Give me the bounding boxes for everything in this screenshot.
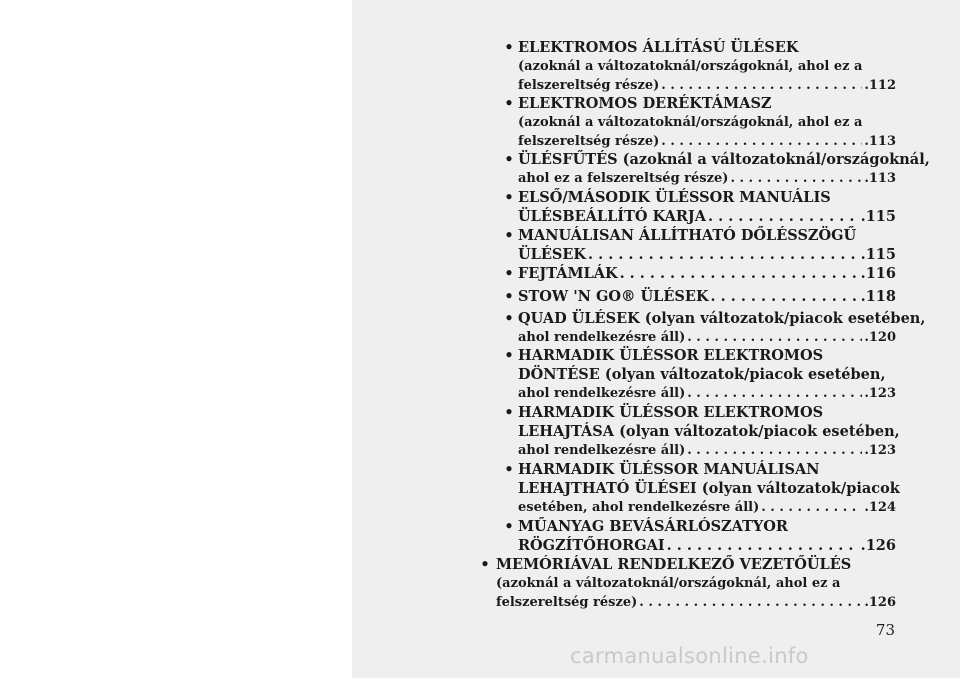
toc-entry-line-last bbox=[496, 593, 896, 612]
toc-entry-text: ÜLÉSFŰTÉS (azoknál a változatoknál/országoknál, bbox=[518, 151, 930, 168]
toc-entry-text: ELEKTROMOS ÁLLÍTÁSÚ ÜLÉSEK bbox=[518, 39, 799, 56]
toc-entry-text: esetében, ahol rendelkezésre áll) bbox=[518, 500, 760, 515]
dot-leader bbox=[639, 593, 862, 612]
toc-entry-line bbox=[496, 555, 851, 574]
toc-entry-line bbox=[518, 57, 862, 76]
dot-leader bbox=[708, 207, 859, 226]
toc-page-ref: .115 bbox=[860, 246, 896, 263]
toc-page-ref: .126 bbox=[860, 537, 896, 554]
dot-leader bbox=[661, 132, 862, 151]
dot-leader bbox=[620, 264, 859, 283]
toc-page-ref: .118 bbox=[860, 288, 896, 305]
toc-entry-text: ahol rendelkezésre áll) bbox=[518, 386, 686, 401]
watermark-text: carmanualsonline.info bbox=[570, 644, 809, 668]
toc-page-ref: .115 bbox=[860, 208, 896, 225]
bullet-icon: • bbox=[504, 151, 514, 168]
toc-page-ref: .126 bbox=[864, 595, 896, 610]
toc-entry-text: RÖGZÍTŐHORGAI bbox=[518, 537, 665, 554]
dot-leader bbox=[667, 536, 859, 555]
toc-entry-line-last bbox=[518, 328, 896, 347]
bullet-icon: • bbox=[504, 461, 514, 478]
toc-entry-line-last bbox=[518, 207, 896, 226]
toc-entry-text: HARMADIK ÜLÉSSOR ELEKTROMOS bbox=[518, 347, 824, 364]
toc-page-ref: .116 bbox=[860, 265, 896, 282]
bullet-icon: • bbox=[504, 95, 514, 112]
toc-page-ref: .123 bbox=[864, 386, 896, 401]
toc-entry-line-last bbox=[518, 245, 896, 264]
toc-entry-text: MANUÁLISAN ÁLLÍTHATÓ DŐLÉSSZÖGŰ bbox=[518, 227, 857, 244]
page-number: 73 bbox=[875, 621, 895, 639]
toc-entry-text: HARMADIK ÜLÉSSOR ELEKTROMOS bbox=[518, 404, 824, 421]
toc-entry-line bbox=[518, 38, 798, 57]
toc-entry-line-last bbox=[518, 287, 896, 306]
toc-entry-line-last bbox=[518, 498, 896, 517]
toc-entry-text: ahol rendelkezésre áll) bbox=[518, 330, 686, 345]
toc-entry-line-last bbox=[518, 441, 896, 460]
toc-entry-line bbox=[518, 188, 831, 207]
bullet-icon: • bbox=[504, 404, 514, 421]
toc-entry-text: ÜLÉSBEÁLLÍTÓ KARJA bbox=[518, 208, 706, 225]
toc-entry-text: QUAD ÜLÉSEK (olyan változatok/piacok esetében, bbox=[518, 310, 926, 327]
dot-leader bbox=[661, 76, 862, 95]
toc-entry-line bbox=[518, 309, 925, 328]
toc-entry-line bbox=[518, 226, 856, 245]
dot-leader bbox=[687, 328, 862, 347]
dot-leader bbox=[687, 384, 862, 403]
toc-entry-text: felszereltség része) bbox=[518, 78, 660, 93]
toc-entry-text: ÜLÉSEK bbox=[518, 246, 587, 263]
toc-page-ref: .113 bbox=[864, 134, 896, 149]
toc-entry-line-last bbox=[518, 132, 896, 151]
toc-entry-text: ahol rendelkezésre áll) bbox=[518, 443, 686, 458]
bullet-icon: • bbox=[504, 227, 514, 244]
dot-leader bbox=[711, 287, 859, 306]
blank-left-margin bbox=[0, 0, 352, 678]
bullet-icon: • bbox=[504, 288, 514, 305]
toc-entry-line bbox=[518, 422, 900, 441]
toc-entry-text: (azoknál a változatoknál/országoknál, ahol ez a bbox=[518, 115, 863, 130]
toc-page-ref: .113 bbox=[864, 171, 896, 186]
bullet-icon: • bbox=[504, 39, 514, 56]
toc-entry-line-last bbox=[518, 264, 896, 283]
dot-leader bbox=[730, 169, 862, 188]
toc-entry-line-last bbox=[518, 384, 896, 403]
toc-entry-text: ELEKTROMOS DERÉKTÁMASZ bbox=[518, 95, 772, 112]
toc-entry-text: DÖNTÉSE (olyan változatok/piacok esetében, bbox=[518, 366, 886, 383]
toc-entry-text: STOW 'N GO® ÜLÉSEK bbox=[518, 288, 709, 305]
bullet-icon: • bbox=[480, 556, 490, 573]
toc-entry-line bbox=[518, 94, 772, 113]
bullet-icon: • bbox=[504, 347, 514, 364]
toc-entry-line bbox=[518, 365, 886, 384]
toc-entry-line-last bbox=[518, 536, 896, 555]
toc-entry-line bbox=[518, 113, 862, 132]
toc-entry-line-last bbox=[518, 76, 896, 95]
bullet-icon: • bbox=[504, 518, 514, 535]
toc-entry-text: HARMADIK ÜLÉSSOR MANUÁLISAN bbox=[518, 461, 820, 478]
dot-leader bbox=[687, 441, 862, 460]
toc-entry-text: ELSŐ/MÁSODIK ÜLÉSSOR MANUÁLIS bbox=[518, 189, 831, 206]
toc-entry-line-last bbox=[518, 169, 896, 188]
toc-entry-text: felszereltség része) bbox=[496, 595, 638, 610]
manual-page bbox=[352, 0, 960, 678]
dot-leader bbox=[761, 498, 862, 517]
table-of-contents bbox=[352, 0, 960, 678]
toc-entry-text: (azoknál a változatoknál/országoknál, ahol ez a bbox=[496, 576, 841, 591]
toc-entry-text: FEJTÁMLÁK bbox=[518, 265, 618, 282]
toc-entry-text: (azoknál a változatoknál/országoknál, ahol ez a bbox=[518, 59, 863, 74]
toc-entry-text: LEHAJTHATÓ ÜLÉSEI (olyan változatok/piacok bbox=[518, 480, 900, 497]
toc-entry-text: MEMÓRIÁVAL RENDELKEZŐ VEZETŐÜLÉS bbox=[496, 556, 852, 573]
bullet-icon: • bbox=[504, 310, 514, 327]
toc-entry-line bbox=[518, 517, 788, 536]
bullet-icon: • bbox=[504, 189, 514, 206]
toc-entry-text: MŰANYAG BEVÁSÁRLÓSZATYOR bbox=[518, 518, 788, 535]
toc-entry-line bbox=[518, 479, 900, 498]
toc-page-ref: .123 bbox=[864, 443, 896, 458]
toc-page-ref: .120 bbox=[864, 330, 896, 345]
toc-entry-line bbox=[518, 460, 820, 479]
toc-entry-line bbox=[496, 574, 840, 593]
toc-entry-text: felszereltség része) bbox=[518, 134, 660, 149]
toc-entry-text: ahol ez a felszereltség része) bbox=[518, 171, 729, 186]
toc-entry-line bbox=[518, 150, 930, 169]
toc-page-ref: .124 bbox=[864, 500, 896, 515]
toc-entry-line bbox=[518, 346, 823, 365]
toc-page-ref: .112 bbox=[864, 78, 896, 93]
toc-entry-text: LEHAJTÁSA (olyan változatok/piacok esetében, bbox=[518, 423, 900, 440]
dot-leader bbox=[588, 245, 859, 264]
toc-entry-line bbox=[518, 403, 823, 422]
bullet-icon: • bbox=[504, 265, 514, 282]
